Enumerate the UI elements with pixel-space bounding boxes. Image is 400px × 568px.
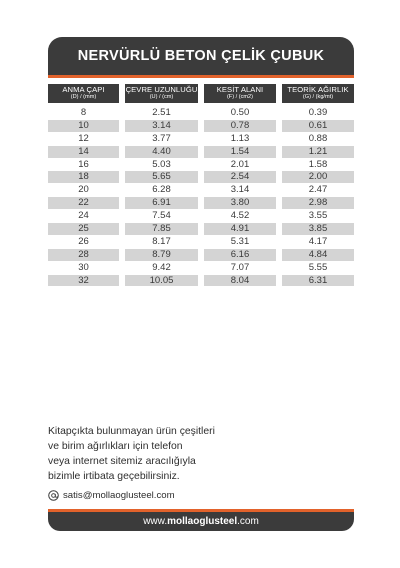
url-suffix: .com (237, 516, 259, 527)
diameter-cell: 18 (48, 171, 119, 184)
weight-cell: 0.61 (282, 120, 354, 133)
weight-cell: 1.21 (282, 146, 354, 159)
footer-bar (48, 512, 354, 531)
section-area-cell: 1.54 (204, 146, 276, 159)
section-area-cell: 1.13 (204, 133, 276, 146)
diameter-cell: 30 (48, 262, 119, 275)
section-area-cell: 4.91 (204, 223, 276, 236)
section-area-cell: 3.80 (204, 197, 276, 210)
column-header-perimeter (125, 84, 198, 104)
section-area-cell: 5.31 (204, 236, 276, 249)
section-area-cell: 3.14 (204, 184, 276, 197)
email-link[interactable]: satis@mollaoglusteel.com (63, 489, 175, 501)
section-area-cell: 0.78 (204, 120, 276, 133)
section-area-cell: 0.50 (204, 107, 276, 120)
diameter-cell: 14 (48, 146, 119, 159)
section-area-cell: 7.07 (204, 262, 276, 275)
url-brand: mollaoglusteel (167, 516, 238, 527)
email-contact (48, 488, 175, 502)
column-header-unit: (D) / (mm) (70, 94, 97, 101)
perimeter-cell: 7.54 (125, 210, 198, 223)
column-header-label: TEORİK AĞIRLIK (287, 84, 349, 94)
perimeter-cell: 5.65 (125, 171, 198, 184)
title-accent-line (48, 75, 354, 78)
title-bar (48, 37, 354, 75)
column-header-diameter (48, 84, 119, 104)
column-header-section-area (204, 84, 276, 104)
perimeter-cell: 6.28 (125, 184, 198, 197)
section-area-cell: 8.04 (204, 275, 276, 288)
perimeter-cell: 8.79 (125, 249, 198, 262)
weight-cell: 2.00 (282, 171, 354, 184)
column-header-label: KESİT ALANI (216, 84, 264, 94)
website-link[interactable] (143, 516, 259, 527)
diameter-cell: 32 (48, 275, 119, 288)
perimeter-cell: 3.14 (125, 120, 198, 133)
diameter-cell: 28 (48, 249, 119, 262)
perimeter-cell: 8.17 (125, 236, 198, 249)
diameter-cell: 8 (48, 107, 119, 120)
diameter-cell: 22 (48, 197, 119, 210)
column-header-label: ÇEVRE UZUNLUĞU (125, 84, 198, 94)
perimeter-cell: 3.77 (125, 133, 198, 146)
perimeter-cell: 9.42 (125, 262, 198, 275)
weight-cell: 2.47 (282, 184, 354, 197)
at-sign-icon (48, 490, 59, 501)
weight-cell: 1.58 (282, 159, 354, 172)
weight-cell: 3.55 (282, 210, 354, 223)
weight-cell: 5.55 (282, 262, 354, 275)
perimeter-cell: 10.05 (125, 275, 198, 288)
diameter-cell: 25 (48, 223, 119, 236)
url-prefix: www. (143, 516, 168, 527)
diameter-cell: 26 (48, 236, 119, 249)
weight-cell: 4.17 (282, 236, 354, 249)
note-line: Kitapçıkta bulunmayan ürün çeşitleri (48, 426, 215, 437)
perimeter-cell: 5.03 (125, 159, 198, 172)
note-line: bizimle irtibata geçebilirsiniz. (48, 471, 180, 483)
perimeter-cell: 4.40 (125, 146, 198, 159)
column-header-label: ANMA ÇAPI (62, 84, 105, 94)
diameter-cell: 20 (48, 184, 119, 197)
weight-cell: 4.84 (282, 249, 354, 262)
section-area-cell: 4.52 (204, 210, 276, 223)
section-area-cell: 6.16 (204, 249, 276, 262)
weight-cell: 6.31 (282, 275, 354, 288)
column-header-unit: (F) / (cm2) (226, 94, 254, 101)
column-header-theoretical-weight (282, 84, 354, 104)
perimeter-cell: 6.91 (125, 197, 198, 210)
column-header-unit: (G) / (kg/mt) (302, 94, 334, 101)
weight-cell: 0.88 (282, 133, 354, 146)
weight-cell: 0.39 (282, 107, 354, 120)
perimeter-cell: 7.85 (125, 223, 198, 236)
diameter-cell: 24 (48, 210, 119, 223)
diameter-cell: 12 (48, 133, 119, 146)
diameter-cell: 16 (48, 159, 119, 172)
weight-cell: 2.98 (282, 197, 354, 210)
weight-cell: 3.85 (282, 223, 354, 236)
section-area-cell: 2.01 (204, 159, 276, 172)
page-title: NERVÜRLÜ BETON ÇELİK ÇUBUK (77, 48, 325, 64)
diameter-cell: 10 (48, 120, 119, 133)
column-header-unit: (U) / (cm) (149, 94, 174, 101)
perimeter-cell: 2.51 (125, 107, 198, 120)
note-line: ve birim ağırlıkları için telefon (48, 441, 183, 453)
note-line: veya internet sitemiz aracılığıyla (48, 456, 196, 468)
spec-table (48, 84, 354, 287)
section-area-cell: 2.54 (204, 171, 276, 184)
info-note (48, 424, 348, 484)
